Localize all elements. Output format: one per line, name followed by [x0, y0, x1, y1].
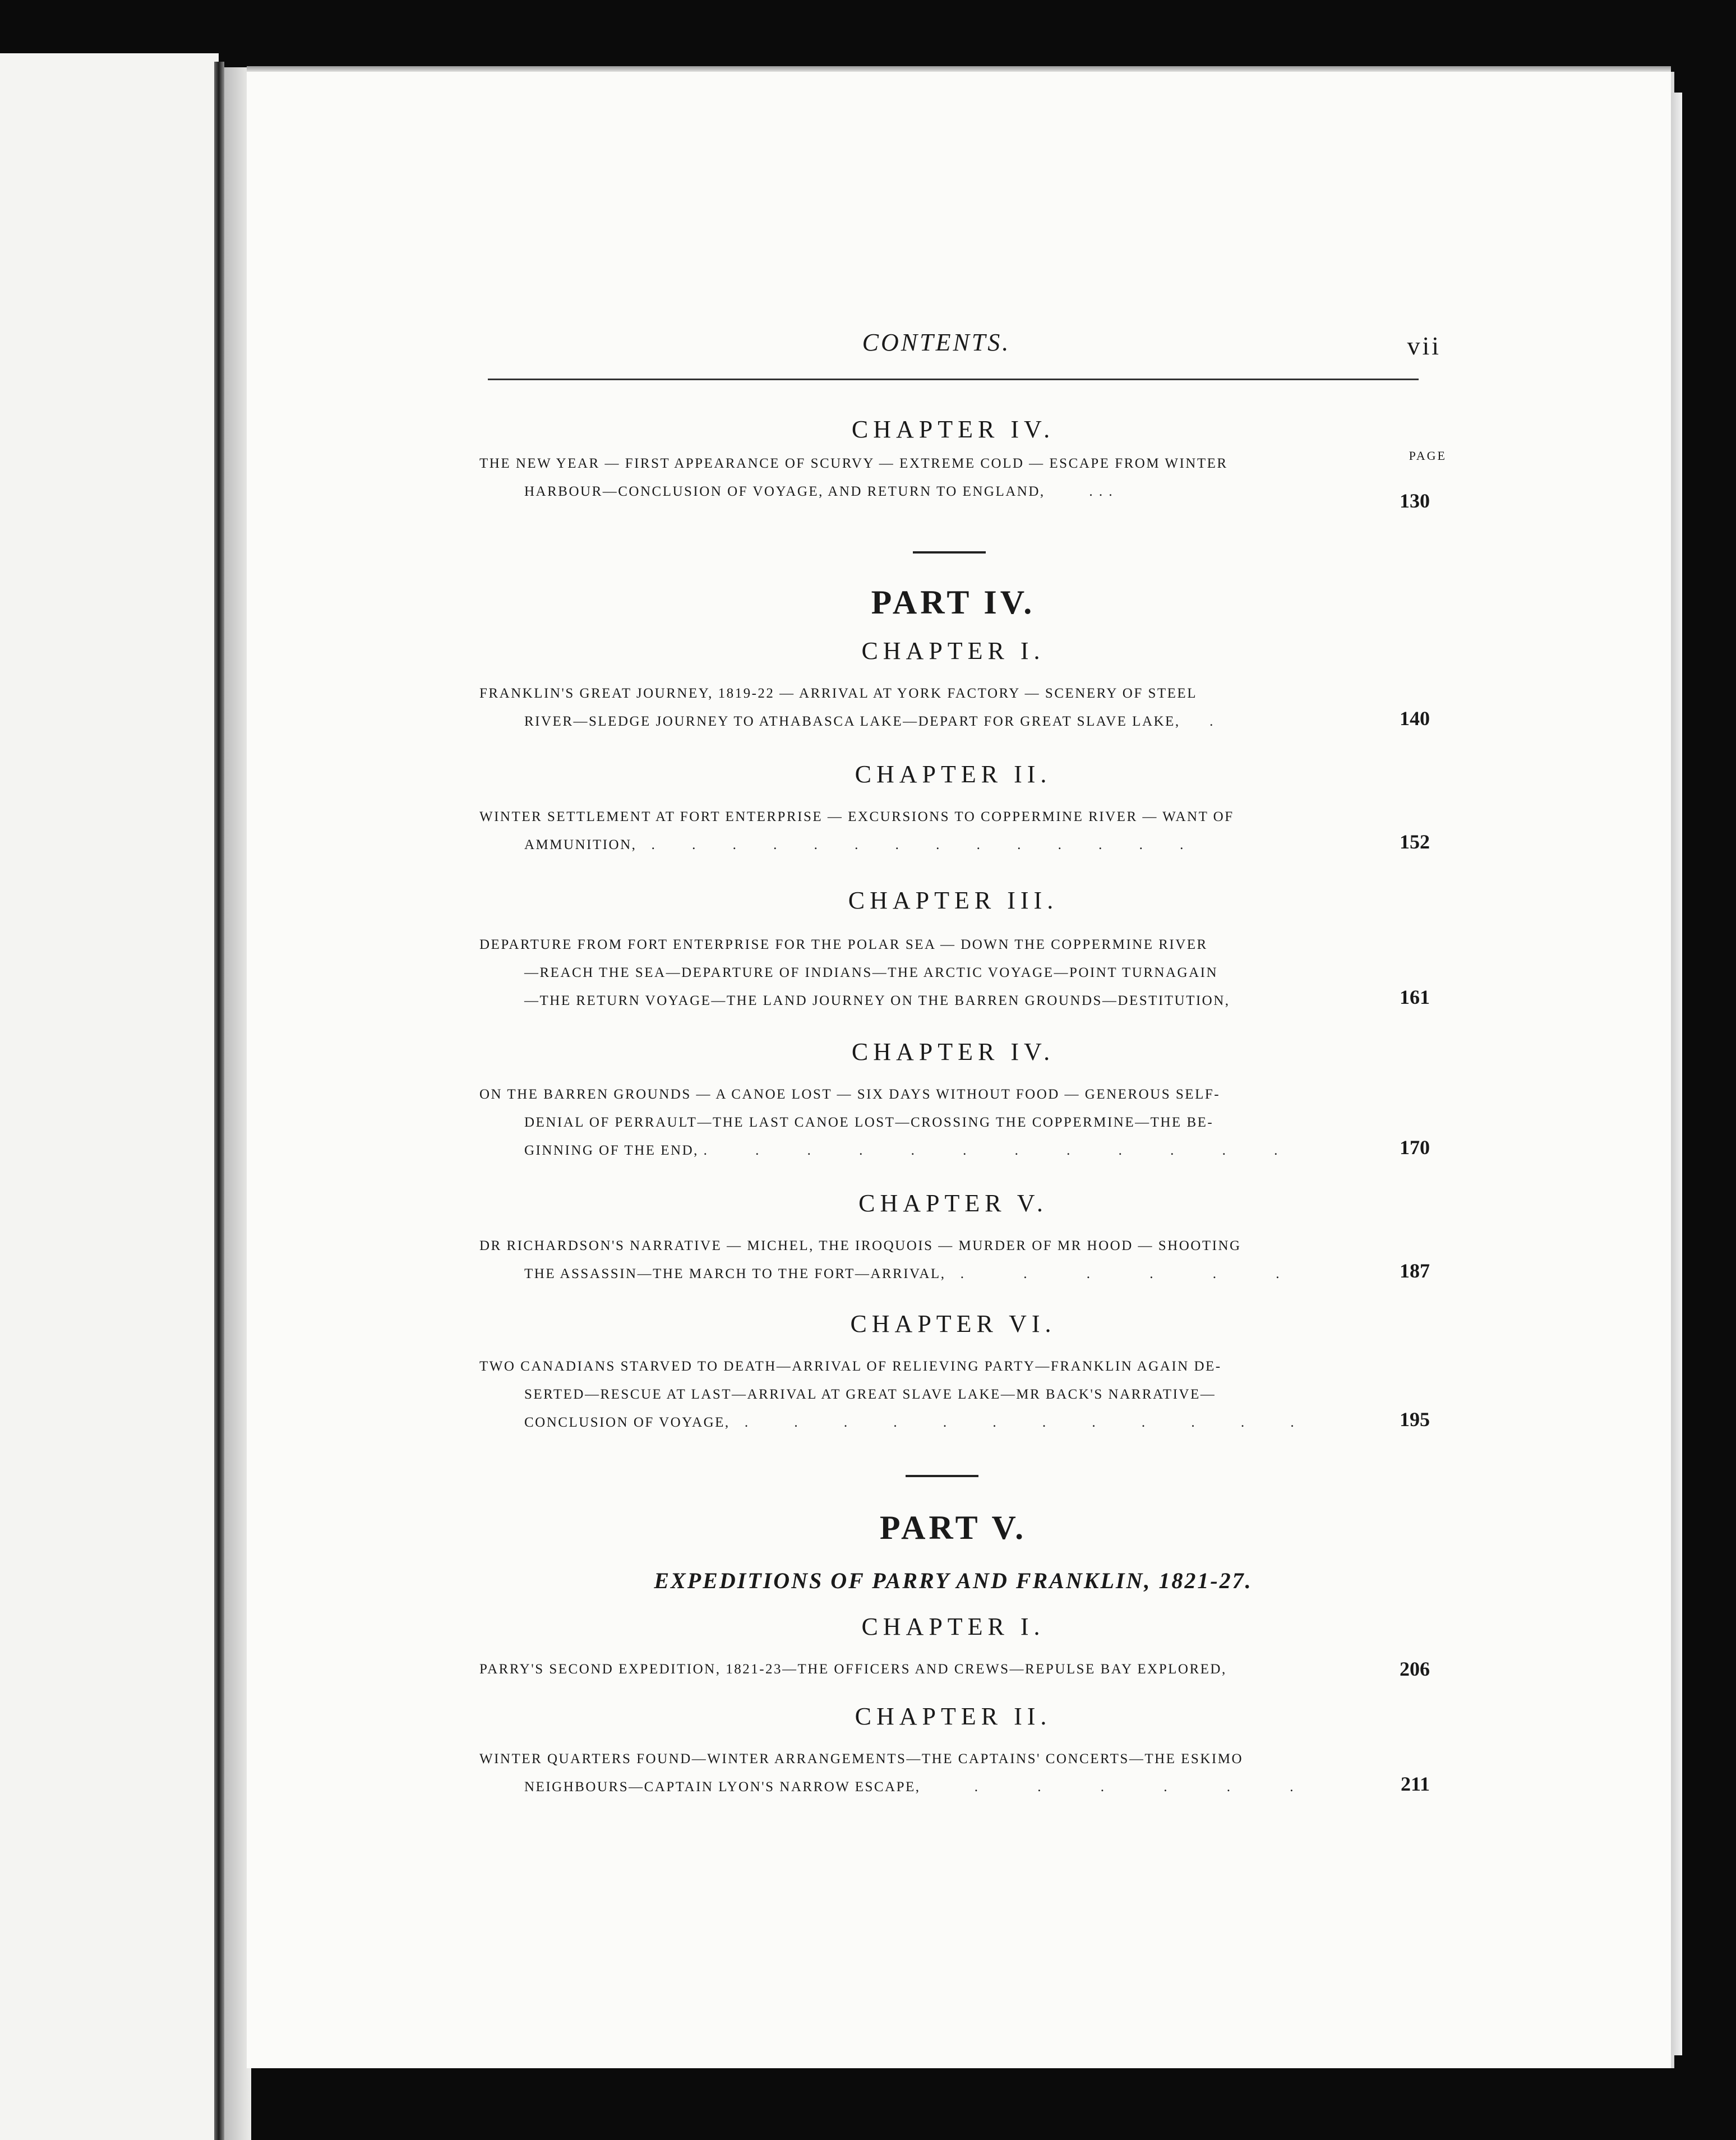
page-number: 187 — [1400, 1260, 1430, 1282]
entry-text: HARBOUR—CONCLUSION OF VOYAGE, AND RETURN TO ENGLAND, — [524, 484, 1045, 499]
page-number: 195 — [1400, 1408, 1430, 1431]
chapter-heading: CHAPTER II. — [855, 760, 1052, 788]
entry-line: ON THE BARREN GROUNDS — A CANOE LOST — SIX DAYS WITHOUT FOOD — GENEROUS SELF- — [479, 1087, 1221, 1102]
entry-line: THE NEW YEAR — FIRST APPEARANCE OF SCURVY — EXTREME COLD — ESCAPE FROM WINTER — [479, 456, 1228, 471]
chapter-heading: CHAPTER I. — [861, 1613, 1045, 1640]
toc-entry — [479, 680, 1360, 736]
toc-entry — [479, 1232, 1360, 1288]
entry-line: DR RICHARDSON'S NARRATIVE — MICHEL, THE IROQUOIS — MURDER OF MR HOOD — SHOOTING — [479, 1238, 1241, 1253]
entry-line: TWO CANADIANS STARVED TO DEATH—ARRIVAL OF RELIEVING PARTY—FRANKLIN AGAIN DE- — [479, 1359, 1222, 1374]
entry-line — [479, 708, 1360, 736]
toc-entry — [479, 1081, 1360, 1165]
entry-text: NEIGHBOURS—CAPTAIN LYON'S NARROW ESCAPE, — [524, 1779, 921, 1795]
entry-line: PARRY'S SECOND EXPEDITION, 1821-23—THE OFFICERS AND CREWS—REPULSE BAY EXPLORED, — [479, 1662, 1227, 1677]
toc-entry — [479, 1353, 1360, 1437]
toc-entry — [479, 1745, 1360, 1801]
entry-line — [479, 1773, 1360, 1801]
entry-line — [479, 478, 1360, 506]
dot-leaders: . . . . . . . . . . . . — [744, 1415, 1315, 1430]
toc-entry — [479, 803, 1360, 859]
entry-line — [479, 1137, 1360, 1165]
dot-leaders: . . . . . . — [960, 1266, 1308, 1281]
chapter-heading: CHAPTER I. — [861, 637, 1045, 665]
running-head: CONTENTS. — [862, 329, 1011, 356]
chapter-heading: CHAPTER VI. — [850, 1310, 1056, 1337]
page-number: 170 — [1400, 1136, 1430, 1159]
page-number: 161 — [1400, 986, 1430, 1008]
entry-text: THE ASSASSIN—THE MARCH TO THE FORT—ARRIVAL, — [524, 1266, 946, 1281]
section-divider — [906, 1475, 978, 1477]
dot-leaders: . . . — [1089, 484, 1114, 499]
chapter-heading: CHAPTER IV. — [851, 1038, 1055, 1066]
chapter-heading: CHAPTER II. — [855, 1703, 1052, 1730]
entry-line: FRANKLIN'S GREAT JOURNEY, 1819-22 — ARRIVAL AT YORK FACTORY — SCENERY OF STEEL — [479, 686, 1197, 701]
entry-line: WINTER QUARTERS FOUND—WINTER ARRANGEMENTS—THE CAPTAINS' CONCERTS—THE ESKIMO — [479, 1751, 1243, 1767]
entry-text: CONCLUSION OF VOYAGE, — [524, 1415, 730, 1430]
dot-leaders: . . . . . . — [974, 1779, 1322, 1795]
page-number: 211 — [1400, 1773, 1430, 1795]
page-number: 152 — [1400, 831, 1430, 853]
entry-text: RIVER—SLEDGE JOURNEY TO ATHABASCA LAKE—DEPART FOR GREAT SLAVE LAKE, — [524, 714, 1180, 729]
part-subtitle: EXPEDITIONS OF PARRY AND FRANKLIN, 1821-27. — [654, 1568, 1253, 1593]
section-divider — [913, 551, 986, 554]
entry-line: —THE RETURN VOYAGE—THE LAND JOURNEY ON THE BARREN GROUNDS—DESTITUTION, — [524, 993, 1230, 1008]
entry-line — [479, 1260, 1360, 1288]
chapter-heading: CHAPTER V. — [858, 1189, 1048, 1217]
entry-line — [479, 1409, 1360, 1437]
entry-line: DEPARTURE FROM FORT ENTERPRISE FOR THE POLAR SEA — DOWN THE COPPERMINE RIVER — [479, 937, 1208, 952]
dot-leaders: . — [1209, 714, 1215, 729]
entry-line: —REACH THE SEA—DEPARTURE OF INDIANS—THE ARCTIC VOYAGE—POINT TURNAGAIN — [524, 965, 1218, 980]
entry-text: AMMUNITION, — [524, 837, 637, 852]
dot-leaders: . . . . . . . . . . . . . . — [651, 837, 1201, 852]
entry-line — [479, 831, 1360, 859]
toc-entry — [479, 450, 1360, 506]
part-heading: PART IV. — [871, 584, 1036, 621]
entry-line: WINTER SETTLEMENT AT FORT ENTERPRISE — EXCURSIONS TO COPPERMINE RIVER — WANT OF — [479, 809, 1234, 824]
part-heading: PART V. — [879, 1509, 1027, 1546]
entry-line: DENIAL OF PERRAULT—THE LAST CANOE LOST—CROSSING THE COPPERMINE—THE BE- — [524, 1115, 1214, 1130]
page-folio: vii — [1407, 331, 1441, 360]
chapter-heading: CHAPTER IV. — [851, 416, 1055, 443]
header-rule — [488, 379, 1419, 380]
page-number: 140 — [1400, 707, 1430, 730]
page-number: 130 — [1400, 490, 1430, 512]
toc-entry — [479, 1655, 1360, 1684]
page-column-label: PAGE — [1409, 449, 1447, 463]
entry-text: GINNING OF THE END, — [524, 1143, 699, 1158]
entry-line: SERTED—RESCUE AT LAST—ARRIVAL AT GREAT SLAVE LAKE—MR BACK'S NARRATIVE— — [524, 1387, 1216, 1402]
toc-entry — [479, 931, 1360, 1015]
page-number: 206 — [1400, 1658, 1430, 1680]
chapter-heading: CHAPTER III. — [848, 887, 1059, 914]
dot-leaders: . . . . . . . . . . . . — [703, 1143, 1300, 1158]
